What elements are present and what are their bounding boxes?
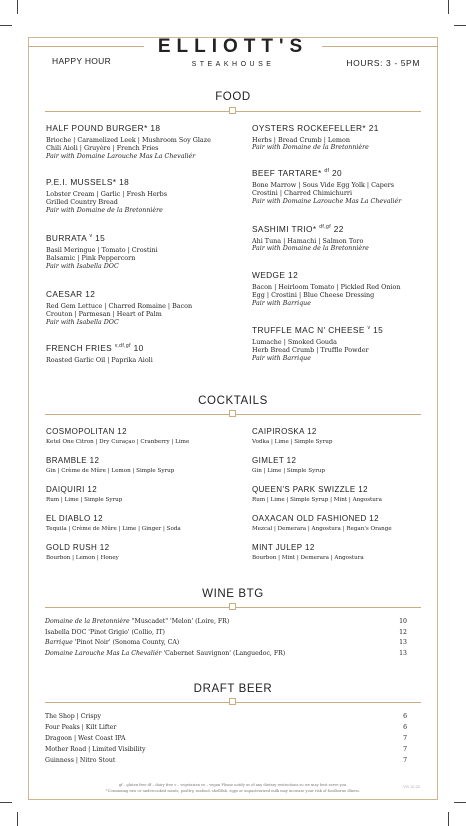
cocktail-ingredients: Mezcal | Demerara | Angostura | Regan's Orange [252, 526, 392, 532]
crop-mark-tl-h [0, 25, 12, 26]
wine-pairing: Pair with Domaine de la Bretonnière [252, 245, 369, 253]
item-name-text: HALF POUND BURGER* 18 [46, 123, 161, 133]
item-name [252, 123, 452, 133]
item-description [252, 283, 452, 300]
wine-pairing: Pair with Isabella DOC [46, 262, 119, 270]
cocktail-item [252, 543, 452, 561]
wine-pairing: Pair with Domaine Larouche Mas La Chevaliér [252, 197, 402, 205]
brand-logo: ELLIOTT'S [157, 36, 309, 57]
cocktail-ingredients: Ketel One Citron | Dry Curaçao | Cranberry | Lime [46, 439, 190, 445]
beer-price: 6 [403, 724, 407, 731]
item-name-text: TRUFFLE MAC N' CHEESE [252, 325, 365, 335]
cocktail-ingredients: Vodka | Lime | Simple Syrup [252, 439, 333, 445]
item-description-line: Basil Meringue | Tomato | Crostini [46, 246, 158, 254]
item-name-text: BURRATA [46, 233, 87, 243]
beer-price: 7 [403, 735, 407, 742]
wine-producer: Domaine Larouche Mas La Chevaliér [45, 649, 162, 657]
item-description-line: Egg | Crostini | Blue Cheese Dressing [252, 291, 375, 300]
item-name [252, 270, 452, 280]
cocktail-item [46, 514, 246, 532]
item-name [46, 123, 246, 133]
item-description-line: Grilled Country Bread [46, 198, 118, 207]
raw-food-warning: *Consuming raw or undercooked meats, poultry, seafood, shellfish, eggs or unpasteurized milk may increase your risk of foodborne illness. [105, 789, 361, 793]
item-description-line: Balsamic | Pink Peppercorn [46, 254, 136, 263]
item-description-line: Lumache | Smoked Gouda [252, 338, 337, 346]
dietary-tag: v,df,gf [114, 343, 131, 350]
item-description-line: Herbs | Bread Crumb | Lemon [252, 136, 350, 144]
cocktail-item [252, 514, 452, 532]
item-price: 15 [373, 325, 384, 335]
crop-mark-tr-h [454, 25, 466, 26]
cocktail-ingredients: Tequila | Crème de Mûre | Lime | Ginger | Soda [46, 526, 181, 532]
item-name-text: SASHIMI TRIO* [252, 224, 317, 234]
item-description [46, 190, 246, 207]
beer-label: The Shop | Crispy [45, 713, 101, 720]
crop-mark-bl-h [0, 802, 12, 803]
item-description [252, 237, 452, 245]
menu-item [252, 123, 452, 153]
crop-mark-br-v [448, 812, 449, 826]
item-price: 10 [133, 343, 144, 353]
menu-item [46, 177, 246, 215]
item-name [46, 289, 246, 299]
wine-pairing: Pair with Isabella DOC [46, 318, 119, 326]
cocktail-name: OAXACAN OLD FASHIONED 12 [252, 514, 379, 523]
cocktail-item [46, 543, 246, 561]
hours-label: HOURS: 3 - 5PM [346, 58, 420, 68]
menu-item [252, 270, 452, 308]
item-description [46, 356, 246, 364]
wine-pairing: Pair with Barrique [252, 354, 311, 362]
item-name-text: P.E.I. MUSSELS* 18 [46, 177, 130, 187]
crop-mark-tr-v [448, 0, 449, 14]
item-name [46, 343, 246, 353]
menu-item [252, 224, 452, 254]
item-description [252, 338, 452, 355]
wine-detail: "Muscadet" 'Melon' (Loire, FR) [129, 618, 230, 625]
item-name-text: CAESAR 12 [46, 289, 96, 299]
beer-price: 6 [403, 713, 407, 720]
item-description-line: Crostini | Charred Chimichurri [252, 189, 353, 198]
cocktail-ingredients: Rum | Lime | Simple Syrup [46, 497, 123, 503]
wine-price: 12 [399, 628, 407, 636]
item-name-text: OYSTERS ROCKEFELLER* 21 [252, 123, 379, 133]
item-name [252, 224, 452, 234]
wine-label [45, 629, 165, 638]
item-description [252, 136, 452, 144]
beer-label: Guinness | Nitro Stout [45, 757, 116, 764]
cocktails-title: COCKTAILS [198, 395, 268, 407]
item-name-text: BEEF TARTARE* [252, 168, 322, 178]
wine-title: WINE BTG [202, 588, 264, 600]
cocktail-item [252, 485, 452, 503]
cocktail-item [252, 427, 452, 445]
cocktail-ingredients: Gin | Lime | Simple Syrup [252, 468, 326, 474]
item-description-line: Ahi Tuna | Hamachi | Salmon Toro [252, 237, 364, 245]
cocktail-item [46, 456, 246, 474]
wine-label [45, 639, 179, 648]
brand-subtitle: STEAKHOUSE [191, 61, 275, 68]
menu-code: VG 12.22 [403, 784, 420, 789]
item-price: 15 [95, 233, 106, 243]
item-description-line: Lobster Cream | Garlic | Fresh Herbs [46, 190, 168, 198]
item-name [252, 168, 452, 178]
item-description-line: Red Gem Lettuce | Charred Romaine | Bacon [46, 302, 193, 310]
item-name-text: WEDGE 12 [252, 270, 299, 280]
item-name [46, 177, 246, 187]
item-description [252, 181, 452, 198]
happy-hour-label: HAPPY HOUR [52, 56, 112, 66]
cocktail-name: MINT JULEP 12 [252, 543, 315, 552]
cocktails-divider-ornament [229, 410, 236, 417]
cocktail-ingredients: Gin | Crème de Mûre | Lemon | Simple Syrup [46, 468, 175, 474]
cocktail-ingredients: Rum | Lime | Simple Syrup | Mint | Angostura [252, 497, 382, 503]
wine-pairing: Pair with Domaine de la Bretonnière [252, 144, 369, 152]
wine-label [45, 618, 229, 627]
wine-detail: Isabella DOC 'Pinot Grigio' (Collio, IT) [45, 628, 165, 636]
item-description [46, 136, 246, 153]
cocktail-name: EL DIABLO 12 [46, 514, 103, 523]
item-description-line: Bone Marrow | Sous Vide Egg Yolk | Capers [252, 181, 395, 189]
crop-mark-br-h [454, 802, 466, 803]
menu-item [252, 168, 452, 206]
wine-pairing: Pair with Domaine de la Bretonnière [46, 206, 163, 214]
beer-price: 7 [403, 757, 407, 764]
wine-producer: Barrique [45, 639, 73, 646]
dietary-footnote: gf – gluten free df – dairy free v – vegetarian ve – vegan Please notify us of any dietary restrictions so we may best serve you. [118, 783, 348, 787]
food-divider-ornament [229, 107, 236, 114]
cocktail-name: CAIPIROSKA 12 [252, 427, 317, 436]
menu-item [46, 289, 246, 327]
menu-item [46, 233, 246, 271]
item-description-line: Crouton | Parmesan | Heart of Palm [46, 310, 162, 319]
beer-title: DRAFT BEER [193, 683, 273, 695]
beer-label: Dragoon | West Coast IPA [45, 735, 126, 742]
cocktail-ingredients: Bourbon | Lemon | Honey [46, 555, 119, 561]
item-description-line: Bacon | Heirloom Tomato | Pickled Red Onion [252, 283, 401, 291]
item-price: 20 [332, 168, 343, 178]
cocktail-item [46, 485, 246, 503]
menu-item [46, 343, 246, 364]
wine-price: 13 [399, 649, 407, 657]
item-name-text: FRENCH FRIES [46, 343, 113, 353]
wine-label [45, 650, 285, 659]
item-name [252, 325, 452, 335]
item-description-line: Roasted Garlic Oil | Paprika Aioli [46, 356, 153, 364]
item-description [46, 246, 246, 263]
wine-divider-ornament [229, 603, 236, 610]
wine-pairing: Pair with Barrique [252, 299, 311, 307]
dietary-tag: df [324, 168, 330, 175]
cocktail-ingredients: Bourbon | Mint | Demerara | Angostura [252, 555, 364, 561]
cocktail-item [252, 456, 452, 474]
wine-price: 10 [399, 618, 407, 625]
cocktail-name: QUEEN'S PARK SWIZZLE 12 [252, 485, 368, 494]
menu-item [252, 325, 452, 363]
item-description-line: Herb Bread Crumb | Truffle Powder [252, 346, 369, 355]
cocktail-name: BRAMBLE 12 [46, 456, 100, 465]
cocktail-name: COSMOPOLITAN 12 [46, 427, 127, 436]
dietary-tag: v [89, 233, 93, 240]
wine-pairing: Pair with Domaine Larouche Mas La Chevaliér [46, 152, 196, 160]
crop-mark-tl-v [17, 0, 18, 14]
cocktail-item [46, 427, 246, 445]
food-title: FOOD [215, 91, 251, 103]
menu-item [46, 123, 246, 161]
wine-price: 13 [399, 639, 407, 646]
wine-producer: Domaine de la Bretonnière [45, 618, 130, 625]
item-description-line: Brioche | Caramelized Leek | Mushroom Soy Glaze [46, 136, 211, 144]
wine-detail: 'Pinot Noir' (Sonoma County, CA) [72, 639, 180, 646]
dietary-tag: df,gf [319, 224, 331, 231]
beer-price: 7 [403, 746, 407, 753]
beer-divider-ornament [229, 698, 236, 705]
wine-detail: 'Cabernet Sauvignon' (Languedoc, FR) [161, 649, 286, 657]
item-description-line: Chili Aioli | Gruyère | French Fries [46, 144, 159, 153]
cocktail-name: GOLD RUSH 12 [46, 543, 110, 552]
item-description [46, 302, 246, 319]
item-price: 22 [333, 224, 344, 234]
beer-label: Mother Road | Limited Visibility [45, 746, 146, 753]
item-name [46, 233, 246, 243]
beer-label: Four Peaks | Kilt Lifter [45, 724, 117, 731]
crop-mark-bl-v [17, 812, 18, 826]
dietary-tag: v [367, 325, 371, 332]
cocktail-name: GIMLET 12 [252, 456, 297, 465]
cocktail-name: DAIQUIRI 12 [46, 485, 98, 494]
